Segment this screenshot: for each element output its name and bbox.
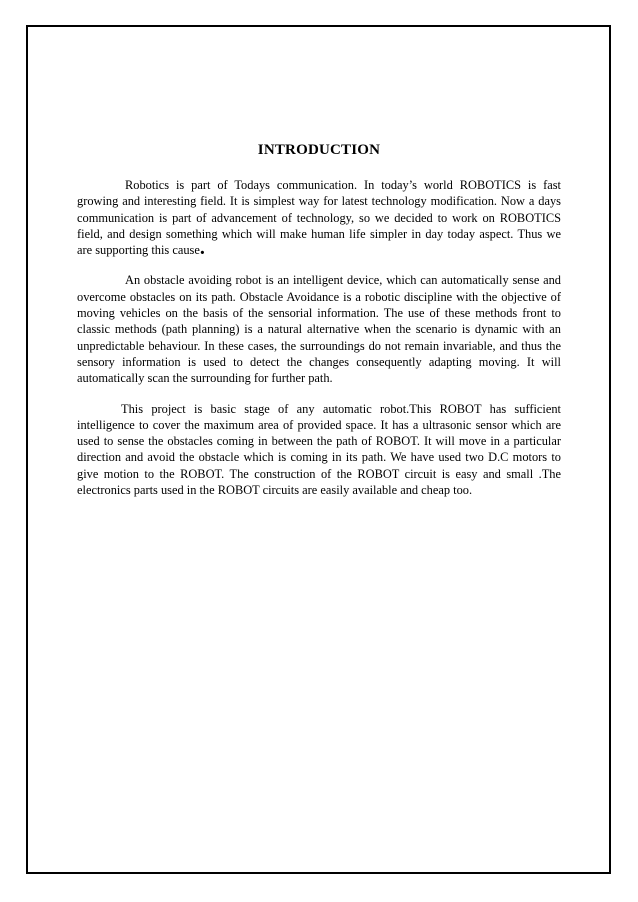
- document-body: [77, 142, 561, 512]
- paragraph-ending: .: [199, 237, 205, 260]
- paragraph-robotics-intro: [77, 177, 561, 258]
- paragraph-obstacle-avoidance: [77, 272, 561, 386]
- paragraph-text: Robotics is part of Todays communication. In today’s world ROBOTICS is fast growing and interesting field. It is simplest way for latest technology modification. Now a days communication is part of advancement of technology, so we decided to work on ROBOTICS field, and design something which will make human life simpler in day today aspect. Thus we are supporting this cause: [77, 178, 561, 258]
- paragraph-text: An obstacle avoiding robot is an intelligent device, which can automatically sense and overcome obstacles on its path. Obstacle Avoidance is a robotic discipline with the objective of moving vehicles on the basis of the sensorial information. The use of these methods front to classic methods (path planning) is a natural alternative when the scenario is dynamic with an unpredictable behaviour. In these cases, the surroundings do not remain invariable, and thus the sensory information is used to detect the changes consequently adapting moving. It will automatically scan the surrounding for further path.: [77, 273, 561, 386]
- page-title: INTRODUCTION: [257, 142, 381, 158]
- paragraph-project-description: [77, 401, 561, 499]
- paragraph-text: This project is basic stage of any automatic robot.This ROBOT has sufficient intelligence to cover the maximum area of provided space. It has a ultrasonic sensor which are used to sense the obstacles coming in between the path of ROBOT. It will move in a particular direction and avoid the obstacle which is coming in its path. We have used two D.C motors to give motion to the ROBOT. The construction of the ROBOT circuit is easy and small .The electronics parts used in the ROBOT circuits are easily available and cheap too.: [77, 401, 561, 498]
